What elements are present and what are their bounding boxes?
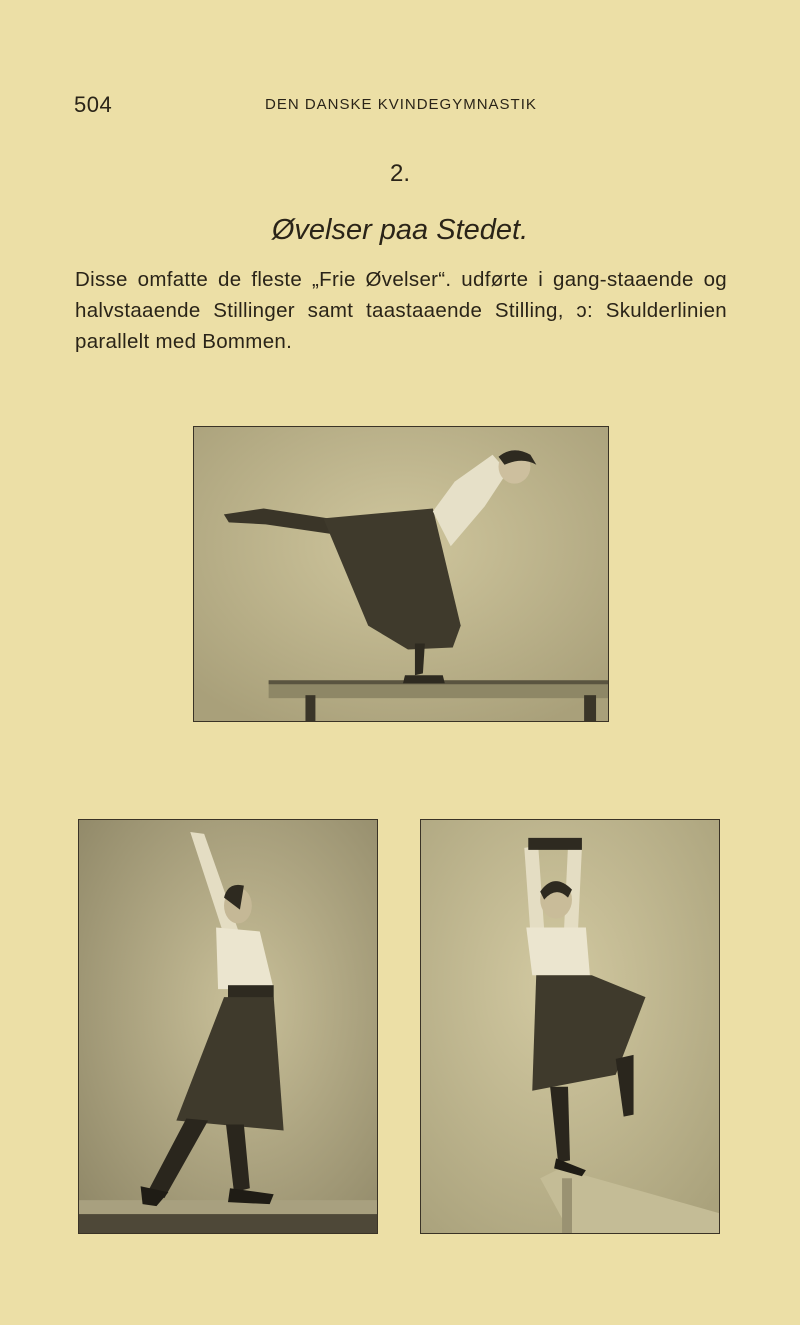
page-number: 504 [74,92,113,117]
body-paragraph: Disse omfatte de fleste „Frie Øvelser“. udførte i gang-staaende og halvstaaende Stillinger samt taastaaende Stilling, ɔ: Skulderlinien parallelt med Bommen. [75,268,727,353]
photo-one-leg-stand [420,819,720,1234]
running-head: DEN DANSKE KVINDEGYMNASTIK [265,96,537,113]
section-number: 2. [389,160,410,187]
photo-balance-arabesque [193,426,609,722]
photo-arms-raised-lunge [78,819,378,1234]
section-title: Øvelser paa Stedet. [271,214,529,246]
